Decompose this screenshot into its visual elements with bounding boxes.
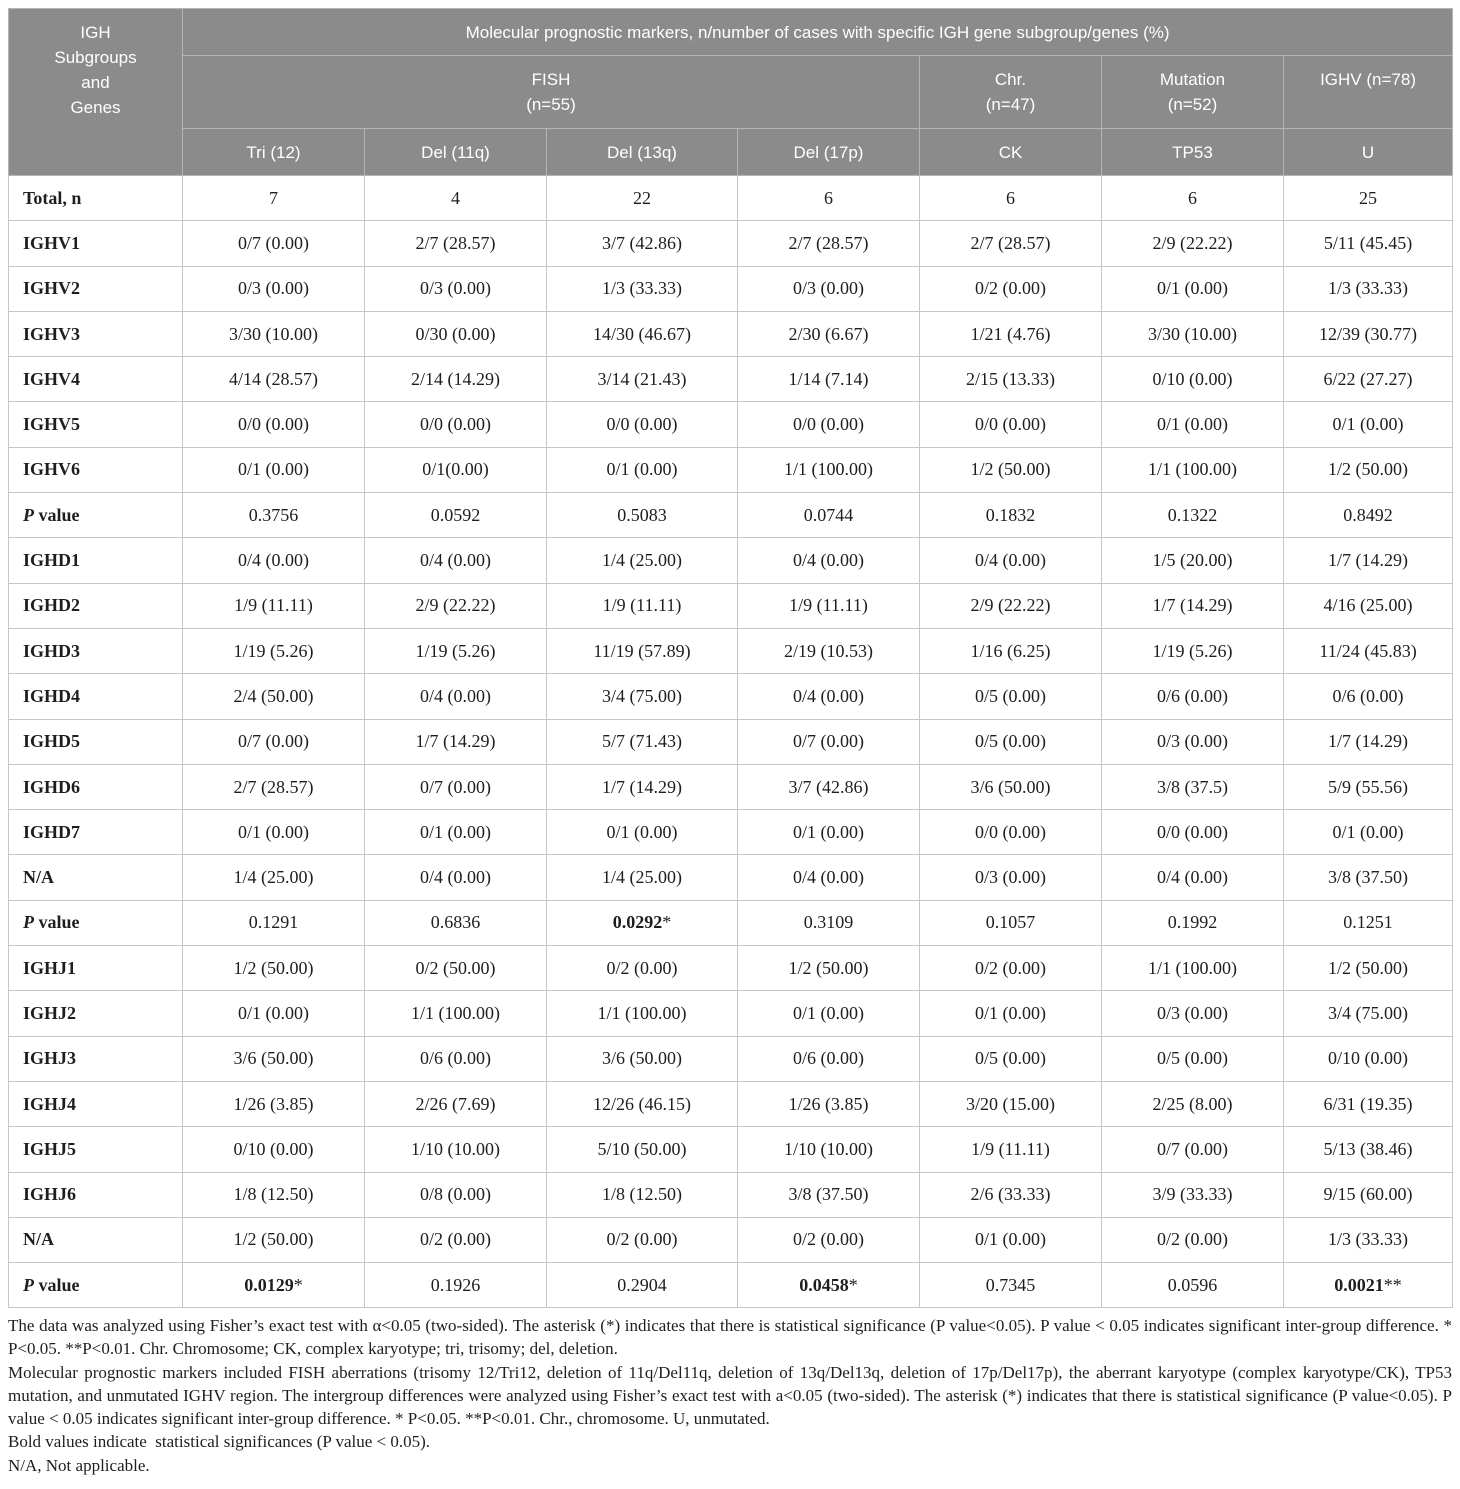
table-cell: 0/4 (0.00) [1102,855,1284,900]
table-cell: 6 [1102,176,1284,221]
row-label-text: N/A [23,1229,54,1250]
table-row [9,447,1453,492]
table-cell: 0/5 (0.00) [920,719,1102,764]
column-header-del-13q: Del (13q) [547,129,738,176]
table-cell: 0.1926 [365,1263,547,1308]
table-row [9,719,1453,764]
column-header-ck: CK [920,129,1102,176]
table-cell: 2/6 (33.33) [920,1172,1102,1217]
table-cell: 0/0 (0.00) [365,402,547,447]
table-row [9,311,1453,356]
significant-value: 0.0458 [799,1274,849,1295]
table-cell: 4/16 (25.00) [1284,583,1453,628]
corner-header [9,9,183,176]
table-cell: 2/9 (22.22) [920,583,1102,628]
table-cell: 6/31 (19.35) [1284,1081,1453,1126]
table-cell: 0/2 (0.00) [365,1217,547,1262]
table-cell: 0/0 (0.00) [1102,810,1284,855]
row-label [9,1172,183,1217]
table-title: Molecular prognostic markers, n/number of cases with specific IGH gene subgroup/genes (%) [183,9,1453,56]
table-cell: 0/1 (0.00) [547,447,738,492]
row-label [9,176,183,221]
group-label: Chr. [994,70,1027,89]
table-cell: 1/2 (50.00) [738,946,920,991]
table-cell: 0/2 (0.00) [738,1217,920,1262]
table-cell: 11/19 (57.89) [547,628,738,673]
table-row [9,764,1453,809]
row-label-text: IGHJ3 [23,1048,77,1069]
table-cell: 1/7 (14.29) [1284,538,1453,583]
table-cell: 1/2 (50.00) [1284,946,1453,991]
table-row [9,357,1453,402]
row-label [9,221,183,266]
table-cell: 1/8 (12.50) [183,1172,365,1217]
row-label-text: IGHV2 [23,278,81,299]
table-cell: 1/1 (100.00) [547,991,738,1036]
table-cell: 0.7345 [920,1263,1102,1308]
table-cell: 3/4 (75.00) [547,674,738,719]
table-cell: 2/19 (10.53) [738,628,920,673]
table-cell: 3/7 (42.86) [738,764,920,809]
footnote-bold-values: Bold values indicate statistical significances (P value < 0.05). [8,1432,431,1452]
row-label [9,991,183,1036]
row-label-text: IGHD7 [23,821,81,842]
table-cell: 0/10 (0.00) [1102,357,1284,402]
table-cell: 0/2 (0.00) [547,1217,738,1262]
table-cell: 0/10 (0.00) [183,1127,365,1172]
table-cell: 1/3 (33.33) [1284,266,1453,311]
table-cell: 0.3756 [183,493,365,538]
row-label [9,900,183,945]
table-cell: 0/2 (0.00) [920,266,1102,311]
row-label [9,493,183,538]
p-value-row [9,493,1453,538]
table-cell: 0/2 (0.00) [547,946,738,991]
row-label [9,810,183,855]
table-cell: 1/10 (10.00) [365,1127,547,1172]
table-cell: 0/1 (0.00) [738,991,920,1036]
row-label [9,266,183,311]
row-label [9,311,183,356]
table-cell: 0/1 (0.00) [183,447,365,492]
row-label-text: IGHD2 [23,595,81,616]
table-cell: 3/6 (50.00) [183,1036,365,1081]
row-label [9,538,183,583]
table-cell: 1/21 (4.76) [920,311,1102,356]
table-cell: 1/2 (50.00) [920,447,1102,492]
table-cell: 3/8 (37.50) [738,1172,920,1217]
table-cell: 1/2 (50.00) [1284,447,1453,492]
significance-mark: * [848,1274,858,1295]
table-cell: 2/7 (28.57) [920,221,1102,266]
table-cell: 0/4 (0.00) [738,538,920,583]
footnote-statistics: The data was analyzed using Fisher’s exact test with α<0.05 (two-sided). The asterisk (*) indicates that there is statistical significance (P value<0.05). P value < 0.05 indicates significant inter-group difference. * P<0.05. **P<0.01. Chr. Chromosome; CK, complex karyotype; tri, trisomy; del, deletion. [8,1316,1452,1359]
table-cell: 0/4 (0.00) [738,855,920,900]
table-cell: 0/7 (0.00) [738,719,920,764]
table-cell: 0.2904 [547,1263,738,1308]
table-cell: 3/8 (37.5) [1102,764,1284,809]
table-cell: 0/0 (0.00) [920,402,1102,447]
table-cell: 0.1992 [1102,900,1284,945]
group-sample-size: (n=47) [985,95,1036,114]
table-cell: 0/1 (0.00) [1284,402,1453,447]
row-label-text: IGHD6 [23,776,81,797]
table-cell: 0/8 (0.00) [365,1172,547,1217]
table-cell: 0.5083 [547,493,738,538]
table-cell: 5/9 (55.56) [1284,764,1453,809]
table-cell: 0/2 (50.00) [365,946,547,991]
row-label [9,1127,183,1172]
table-cell: 6/22 (27.27) [1284,357,1453,402]
table-cell: 3/14 (21.43) [547,357,738,402]
row-label [9,719,183,764]
row-label-text: IGHJ2 [23,1002,77,1023]
table-cell: 1/4 (25.00) [547,538,738,583]
table-cell: 3/9 (33.33) [1102,1172,1284,1217]
table-cell: 2/7 (28.57) [183,764,365,809]
row-label [9,1217,183,1262]
table-cell: 0/6 (0.00) [1102,674,1284,719]
row-label [9,402,183,447]
table-cell: 1/26 (3.85) [183,1081,365,1126]
row-label-text: IGHD5 [23,731,81,752]
table-cell: 0/1 (0.00) [183,991,365,1036]
table-row [9,674,1453,719]
table-cell: 3/20 (15.00) [920,1081,1102,1126]
row-label-text: IGHV4 [23,368,81,389]
column-header-tp53: TP53 [1102,129,1284,176]
row-label-text: IGHJ1 [23,957,77,978]
table-cell: 0/1 (0.00) [738,810,920,855]
table-row [9,810,1453,855]
table-cell: 1/1 (100.00) [1102,946,1284,991]
table-cell: 0/3 (0.00) [1102,719,1284,764]
table-cell: 3/6 (50.00) [547,1036,738,1081]
table-cell: 0/4 (0.00) [365,855,547,900]
table-cell: 0/1 (0.00) [1284,810,1453,855]
table-row [9,538,1453,583]
table-cell: 0/0 (0.00) [920,810,1102,855]
table-cell: 0/30 (0.00) [365,311,547,356]
table-cell: 14/30 (46.67) [547,311,738,356]
table-cell: 0.0744 [738,493,920,538]
table-row [9,266,1453,311]
table-cell: 0/7 (0.00) [183,221,365,266]
row-label [9,674,183,719]
table-cell: 0/5 (0.00) [920,1036,1102,1081]
group-header-mutation [1102,56,1284,129]
row-label-text: P value [23,504,80,525]
table-cell: 2/9 (22.22) [1102,221,1284,266]
row-label-text: IGHV5 [23,414,81,435]
table-cell: 0/1 (0.00) [183,810,365,855]
table-cell: 1/9 (11.11) [920,1127,1102,1172]
table-cell: 2/30 (6.67) [738,311,920,356]
row-label [9,357,183,402]
row-label-text: Total, n [23,187,82,208]
table-cell: 1/3 (33.33) [547,266,738,311]
table-row [9,402,1453,447]
row-label-text: P value [23,912,80,933]
table-cell: 0/4 (0.00) [183,538,365,583]
table-cell: 0/4 (0.00) [738,674,920,719]
table-cell: 0/1 (0.00) [920,1217,1102,1262]
table-cell: 0.1322 [1102,493,1284,538]
row-label-text: IGHD4 [23,685,81,706]
table-row [9,855,1453,900]
row-label [9,855,183,900]
table-row [9,946,1453,991]
table-cell: 0/2 (0.00) [1102,1217,1284,1262]
row-label-text: IGHJ6 [23,1184,77,1205]
table-body [9,176,1453,1308]
footnote-not-applicable: N/A, Not applicable. [8,1455,150,1475]
significance-mark: ** [1383,1274,1402,1295]
table-cell: 5/10 (50.00) [547,1127,738,1172]
table-cell: 1/4 (25.00) [547,855,738,900]
column-header-u: U [1284,129,1453,176]
table-cell: 5/7 (71.43) [547,719,738,764]
table-cell: 2/4 (50.00) [183,674,365,719]
table-cell: 0.0592 [365,493,547,538]
table-cell: 2/25 (8.00) [1102,1081,1284,1126]
table-cell: 3/6 (50.00) [920,764,1102,809]
group-label: IGHV [1320,70,1362,89]
row-label-text: IGHD3 [23,640,81,661]
table-cell: 0.3109 [738,900,920,945]
corner-label: IGH Subgroups and Genes [54,23,137,117]
table-cell: 1/9 (11.11) [183,583,365,628]
table-row [9,1127,1453,1172]
group-label: Mutation [1159,70,1226,89]
table-cell: 12/26 (46.15) [547,1081,738,1126]
row-label [9,628,183,673]
row-label-text: IGHD1 [23,550,81,571]
table-row [9,221,1453,266]
table-cell: 0.1057 [920,900,1102,945]
table-cell: 2/15 (13.33) [920,357,1102,402]
table-cell: 25 [1284,176,1453,221]
table-cell: 0/4 (0.00) [920,538,1102,583]
table-cell: 0/1 (0.00) [1102,402,1284,447]
table-cell [183,1263,365,1308]
table-cell: 0/5 (0.00) [920,674,1102,719]
table-cell: 0/6 (0.00) [365,1036,547,1081]
table-cell: 2/26 (7.69) [365,1081,547,1126]
table-cell: 1/26 (3.85) [738,1081,920,1126]
table-cell: 0/1 (0.00) [365,810,547,855]
table-cell: 0/2 (0.00) [920,946,1102,991]
p-value-row [9,1263,1453,1308]
table-cell: 0/10 (0.00) [1284,1036,1453,1081]
table-cell: 0/1(0.00) [365,447,547,492]
table-cell: 1/19 (5.26) [183,628,365,673]
table-cell: 7 [183,176,365,221]
significant-value: 0.0129 [244,1274,294,1295]
table-cell: 4 [365,176,547,221]
header-row-columns [9,129,1453,176]
table-footnotes [8,1314,1452,1477]
table-cell: 0.1291 [183,900,365,945]
table-row [9,991,1453,1036]
group-sample-size: (n=55) [526,95,576,114]
table-cell: 0.0596 [1102,1263,1284,1308]
table-cell: 1/9 (11.11) [547,583,738,628]
table-row [9,628,1453,673]
table-cell: 1/8 (12.50) [547,1172,738,1217]
table-cell [547,900,738,945]
table-cell: 6 [738,176,920,221]
table-cell: 12/39 (30.77) [1284,311,1453,356]
table-cell: 0.8492 [1284,493,1453,538]
table-cell: 0/7 (0.00) [183,719,365,764]
header-row-groups [9,56,1453,129]
significance-mark: * [662,912,672,933]
table-cell: 1/1 (100.00) [1102,447,1284,492]
table-cell: 5/13 (38.46) [1284,1127,1453,1172]
group-header-chr [920,56,1102,129]
table-cell: 0/3 (0.00) [1102,991,1284,1036]
table-cell: 0/3 (0.00) [365,266,547,311]
table-cell: 2/7 (28.57) [738,221,920,266]
table-cell: 1/3 (33.33) [1284,1217,1453,1262]
row-label [9,764,183,809]
table-cell: 0/5 (0.00) [1102,1036,1284,1081]
table-row [9,583,1453,628]
group-sample-size: (n=78) [1366,70,1416,89]
table-cell: 1/10 (10.00) [738,1127,920,1172]
table-row [9,1217,1453,1262]
table-cell: 2/7 (28.57) [365,221,547,266]
table-cell: 3/7 (42.86) [547,221,738,266]
group-header-fish [183,56,920,129]
table-cell: 0/6 (0.00) [1284,674,1453,719]
table-cell: 0.6836 [365,900,547,945]
table-cell: 0/3 (0.00) [738,266,920,311]
table-cell: 1/5 (20.00) [1102,538,1284,583]
column-header-tri-12: Tri (12) [183,129,365,176]
row-label [9,946,183,991]
table-cell: 3/30 (10.00) [183,311,365,356]
table-cell: 5/11 (45.45) [1284,221,1453,266]
table-cell: 1/4 (25.00) [183,855,365,900]
table-cell: 1/16 (6.25) [920,628,1102,673]
row-label [9,1081,183,1126]
table-cell: 1/19 (5.26) [1102,628,1284,673]
table-cell: 6 [920,176,1102,221]
row-label [9,583,183,628]
table-cell: 0/0 (0.00) [738,402,920,447]
group-sample-size: (n=52) [1167,95,1218,114]
table-cell: 2/9 (22.22) [365,583,547,628]
significant-value: 0.0292 [612,912,663,933]
row-label-text: IGHV6 [23,459,81,480]
row-label-text: IGHJ5 [23,1138,77,1159]
table-cell: 1/9 (11.11) [738,583,920,628]
group-header-ighv [1284,56,1453,129]
table-cell: 0/7 (0.00) [1102,1127,1284,1172]
table-cell: 1/7 (14.29) [1284,719,1453,764]
header-row-title [9,9,1453,56]
table-cell: 22 [547,176,738,221]
table-cell: 1/7 (14.29) [365,719,547,764]
table-cell: 1/14 (7.14) [738,357,920,402]
row-label [9,1036,183,1081]
group-label: FISH [531,70,571,89]
table-cell: 11/24 (45.83) [1284,628,1453,673]
table-cell: 3/30 (10.00) [1102,311,1284,356]
significance-mark: * [293,1274,303,1295]
p-value-row [9,900,1453,945]
significant-value: 0.0021 [1334,1274,1384,1295]
row-label [9,1263,183,1308]
column-header-del-11q: Del (11q) [365,129,547,176]
table-cell: 0.1832 [920,493,1102,538]
table-cell: 1/19 (5.26) [365,628,547,673]
row-label [9,447,183,492]
table-cell: 9/15 (60.00) [1284,1172,1453,1217]
table-cell: 0/1 (0.00) [920,991,1102,1036]
row-label-text: IGHJ4 [23,1093,77,1114]
table-cell: 0/3 (0.00) [920,855,1102,900]
table-cell: 4/14 (28.57) [183,357,365,402]
table-row [9,1036,1453,1081]
table-cell: 1/7 (14.29) [547,764,738,809]
row-label-text: IGHV1 [23,232,81,253]
row-label-text: N/A [23,867,54,888]
table-cell: 3/4 (75.00) [1284,991,1453,1036]
table-cell: 0/3 (0.00) [183,266,365,311]
table-cell: 0/0 (0.00) [183,402,365,447]
row-label-text: IGHV3 [23,323,81,344]
footnote-markers: Molecular prognostic markers included FISH aberrations (trisomy 12/Tri12, deletion of 11q/Del11q, deletion of 13q/Del13q, deletion of 17p/Del17p), the aberrant karyotype (complex karyotype/CK), TP53 mutation, and unmutated IGHV region. The intergroup differences were analyzed using Fisher’s exact test with a<0.05 (two-sided). The asterisk (*) indicates that there is statistical significance (P value<0.05). P value < 0.05 indicates significant inter-group difference. * P<0.05. **P<0.01. Chr., chromosome. U, unmutated. [8,1362,1452,1429]
table-cell: 0/7 (0.00) [365,764,547,809]
igh-marker-table [8,8,1453,1308]
table-cell [738,1263,920,1308]
table-cell: 0.1251 [1284,900,1453,945]
row-label-text: P value [23,1274,80,1295]
table-cell: 0/1 (0.00) [547,810,738,855]
table-header [9,9,1453,176]
table-row [9,176,1453,221]
table-cell: 0/6 (0.00) [738,1036,920,1081]
table-cell: 0/1 (0.00) [1102,266,1284,311]
table-row [9,1172,1453,1217]
table-cell: 1/1 (100.00) [365,991,547,1036]
column-header-del-17p: Del (17p) [738,129,920,176]
table-cell [1284,1263,1453,1308]
table-row [9,1081,1453,1126]
table-cell: 1/7 (14.29) [1102,583,1284,628]
table-cell: 2/14 (14.29) [365,357,547,402]
table-cell: 1/2 (50.00) [183,946,365,991]
table-cell: 0/4 (0.00) [365,674,547,719]
table-cell: 0/4 (0.00) [365,538,547,583]
table-cell: 1/2 (50.00) [183,1217,365,1262]
table-cell: 0/0 (0.00) [547,402,738,447]
table-cell: 3/8 (37.50) [1284,855,1453,900]
table-cell: 1/1 (100.00) [738,447,920,492]
